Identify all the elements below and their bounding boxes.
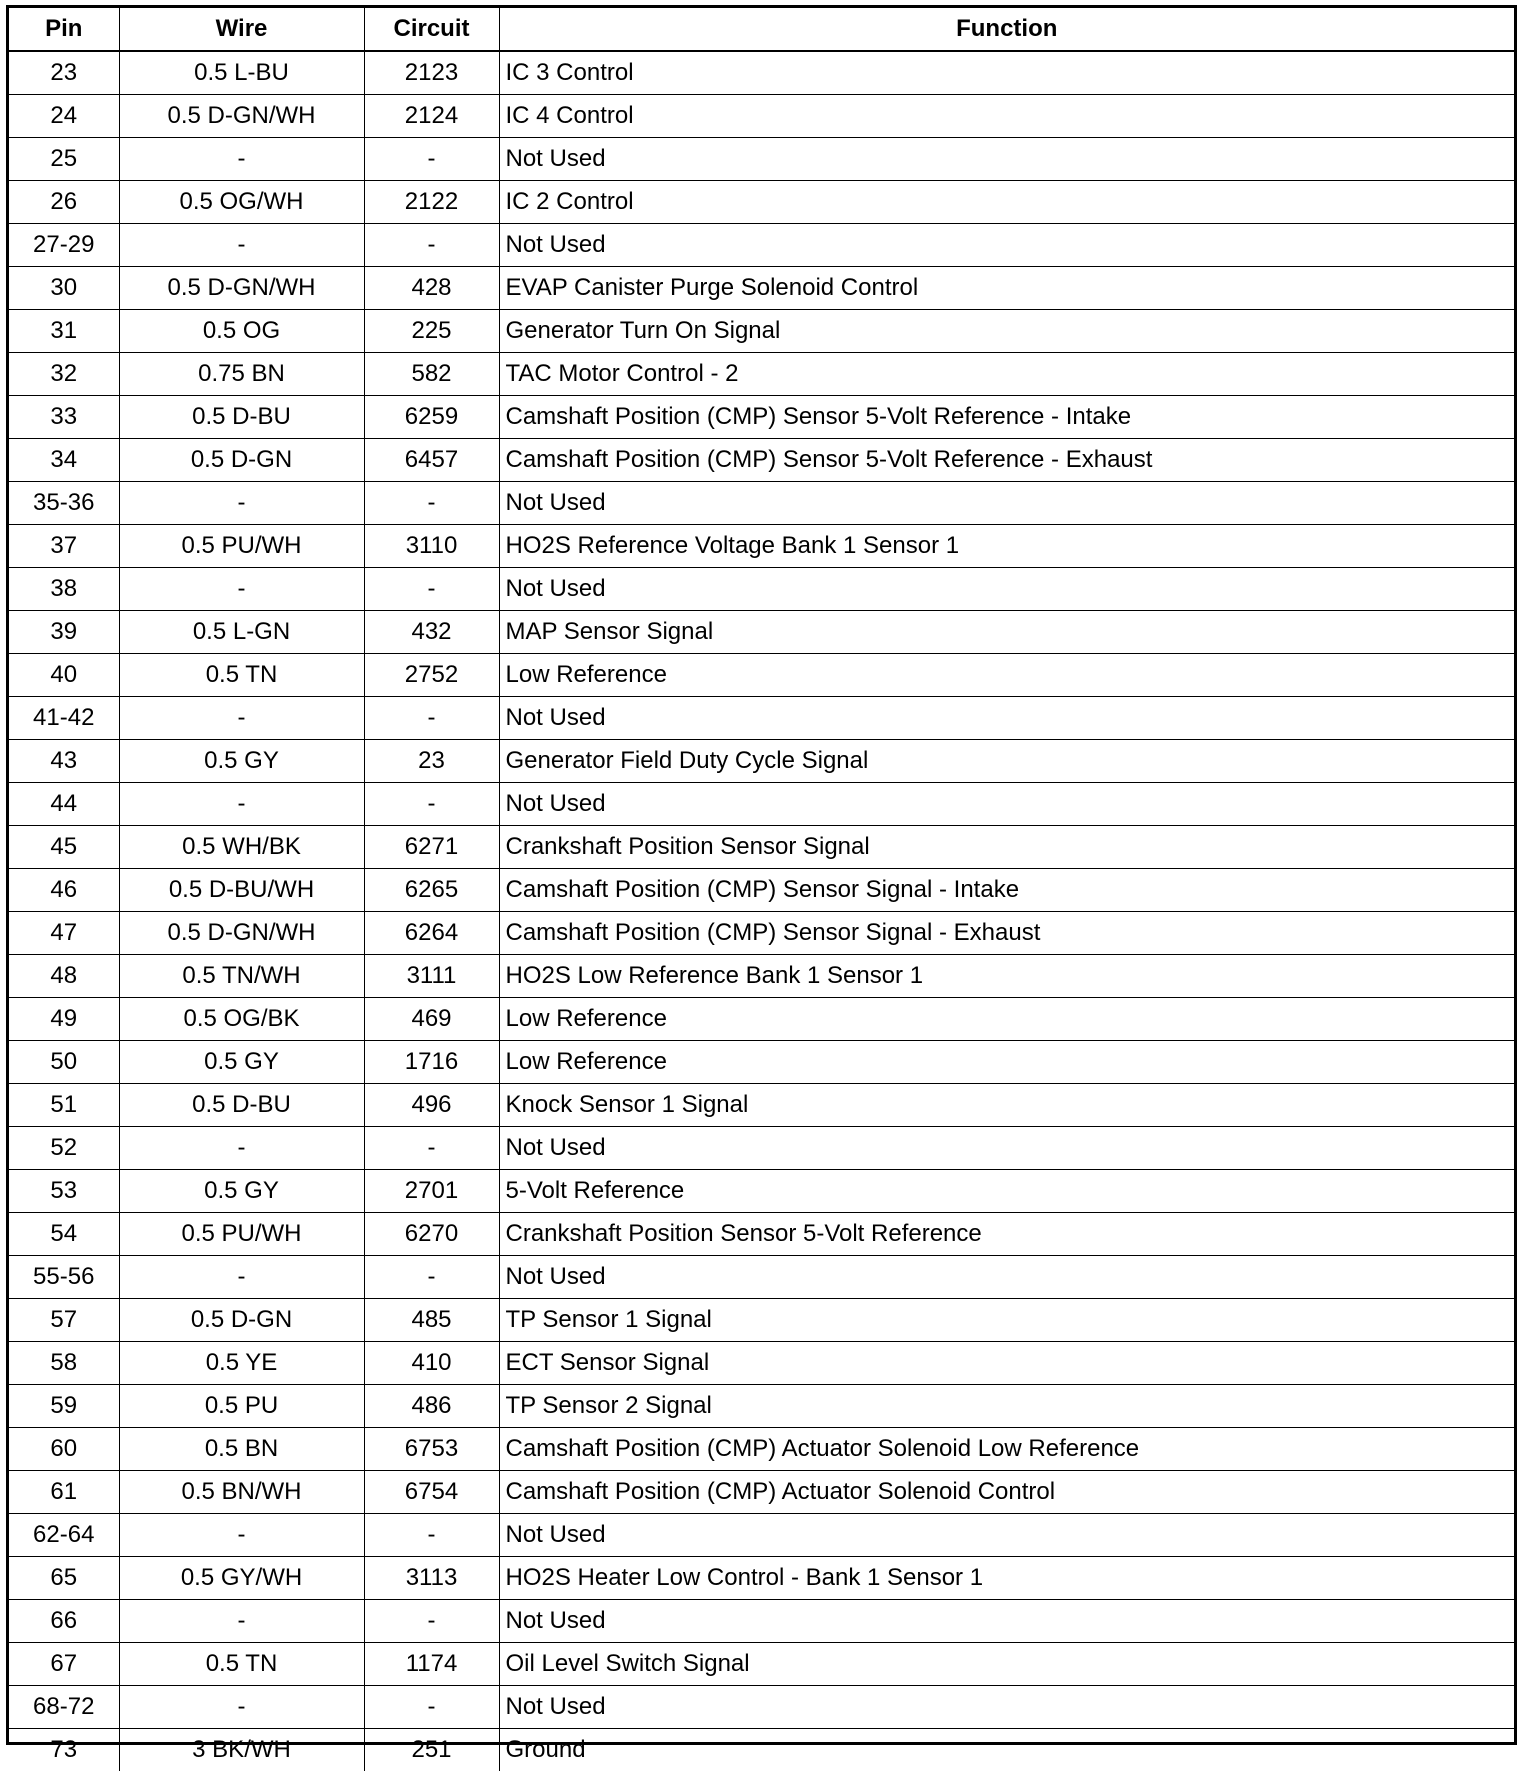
table-row: [9, 1256, 1514, 1299]
wire-cell: 0.5 GY: [119, 1170, 364, 1213]
circuit-cell: -: [364, 224, 499, 267]
pin-cell: 59: [9, 1385, 119, 1428]
circuit-cell: 225: [364, 310, 499, 353]
wire-cell: -: [119, 482, 364, 525]
pin-cell: 51: [9, 1084, 119, 1127]
table-row: [9, 439, 1514, 482]
pin-cell: 33: [9, 396, 119, 439]
circuit-cell: -: [364, 1256, 499, 1299]
wire-cell: 0.5 D-GN/WH: [119, 95, 364, 138]
circuit-cell: -: [364, 1514, 499, 1557]
pin-cell: 23: [9, 51, 119, 95]
pin-cell: 41-42: [9, 697, 119, 740]
circuit-cell: 251: [364, 1729, 499, 1771]
table-row: [9, 1342, 1514, 1385]
table-row: [9, 697, 1514, 740]
table-row: [9, 1643, 1514, 1686]
function-cell: Not Used: [499, 568, 1514, 611]
circuit-cell: 485: [364, 1299, 499, 1342]
header-circuit: Circuit: [364, 8, 499, 51]
table-body: [9, 51, 1514, 1771]
table-row: [9, 783, 1514, 826]
circuit-cell: 6271: [364, 826, 499, 869]
circuit-cell: 6265: [364, 869, 499, 912]
function-cell: MAP Sensor Signal: [499, 611, 1514, 654]
table-row: [9, 1686, 1514, 1729]
function-cell: Not Used: [499, 697, 1514, 740]
wire-cell: 3 BK/WH: [119, 1729, 364, 1771]
pin-cell: 37: [9, 525, 119, 568]
table-row: [9, 1557, 1514, 1600]
wire-cell: -: [119, 1256, 364, 1299]
function-cell: HO2S Reference Voltage Bank 1 Sensor 1: [499, 525, 1514, 568]
pin-cell: 32: [9, 353, 119, 396]
pin-cell: 38: [9, 568, 119, 611]
wire-cell: 0.5 YE: [119, 1342, 364, 1385]
circuit-cell: 2122: [364, 181, 499, 224]
wire-cell: -: [119, 697, 364, 740]
function-cell: Crankshaft Position Sensor 5-Volt Reference: [499, 1213, 1514, 1256]
function-cell: Low Reference: [499, 654, 1514, 697]
wire-cell: 0.5 TN/WH: [119, 955, 364, 998]
function-cell: IC 3 Control: [499, 51, 1514, 95]
wire-cell: 0.5 BN/WH: [119, 1471, 364, 1514]
pin-cell: 73: [9, 1729, 119, 1771]
pin-cell: 52: [9, 1127, 119, 1170]
function-cell: Not Used: [499, 482, 1514, 525]
pin-cell: 31: [9, 310, 119, 353]
wire-cell: 0.5 D-GN: [119, 1299, 364, 1342]
table-row: [9, 1471, 1514, 1514]
table-row: [9, 1127, 1514, 1170]
pin-cell: 68-72: [9, 1686, 119, 1729]
pin-cell: 26: [9, 181, 119, 224]
pin-cell: 34: [9, 439, 119, 482]
pin-cell: 62-64: [9, 1514, 119, 1557]
table-row: [9, 525, 1514, 568]
wire-cell: 0.5 D-GN/WH: [119, 912, 364, 955]
table-row: [9, 267, 1514, 310]
pin-cell: 39: [9, 611, 119, 654]
function-cell: TAC Motor Control - 2: [499, 353, 1514, 396]
table-row: [9, 482, 1514, 525]
wire-cell: 0.5 D-BU/WH: [119, 869, 364, 912]
wire-cell: -: [119, 1600, 364, 1643]
function-cell: Not Used: [499, 138, 1514, 181]
table-row: [9, 1428, 1514, 1471]
table-row: [9, 1213, 1514, 1256]
function-cell: Camshaft Position (CMP) Sensor Signal - Intake: [499, 869, 1514, 912]
circuit-cell: 6259: [364, 396, 499, 439]
wire-cell: 0.5 GY: [119, 1041, 364, 1084]
table-header-row: [9, 8, 1514, 51]
circuit-cell: 2124: [364, 95, 499, 138]
table-row: [9, 181, 1514, 224]
function-cell: Generator Turn On Signal: [499, 310, 1514, 353]
table-row: [9, 396, 1514, 439]
circuit-cell: 428: [364, 267, 499, 310]
table-row: [9, 654, 1514, 697]
header-wire: Wire: [119, 8, 364, 51]
table-row: [9, 826, 1514, 869]
circuit-cell: 23: [364, 740, 499, 783]
table-row: [9, 1170, 1514, 1213]
wire-cell: 0.5 TN: [119, 1643, 364, 1686]
pin-cell: 55-56: [9, 1256, 119, 1299]
wire-cell: 0.5 PU: [119, 1385, 364, 1428]
function-cell: Not Used: [499, 783, 1514, 826]
pin-cell: 50: [9, 1041, 119, 1084]
circuit-cell: 1174: [364, 1643, 499, 1686]
table-row: [9, 869, 1514, 912]
table-row: [9, 138, 1514, 181]
function-cell: Camshaft Position (CMP) Sensor 5-Volt Reference - Exhaust: [499, 439, 1514, 482]
pin-cell: 58: [9, 1342, 119, 1385]
circuit-cell: 582: [364, 353, 499, 396]
wire-cell: 0.5 TN: [119, 654, 364, 697]
function-cell: Not Used: [499, 1514, 1514, 1557]
table-row: [9, 1041, 1514, 1084]
circuit-cell: -: [364, 783, 499, 826]
wire-cell: -: [119, 138, 364, 181]
circuit-cell: 486: [364, 1385, 499, 1428]
wire-cell: 0.5 BN: [119, 1428, 364, 1471]
circuit-cell: 2701: [364, 1170, 499, 1213]
function-cell: Not Used: [499, 1686, 1514, 1729]
circuit-cell: 1716: [364, 1041, 499, 1084]
function-cell: Not Used: [499, 224, 1514, 267]
circuit-cell: -: [364, 138, 499, 181]
circuit-cell: 6264: [364, 912, 499, 955]
function-cell: TP Sensor 2 Signal: [499, 1385, 1514, 1428]
table-row: [9, 611, 1514, 654]
function-cell: HO2S Low Reference Bank 1 Sensor 1: [499, 955, 1514, 998]
wire-cell: -: [119, 1127, 364, 1170]
table-row: [9, 568, 1514, 611]
wire-cell: 0.75 BN: [119, 353, 364, 396]
function-cell: Camshaft Position (CMP) Sensor Signal - Exhaust: [499, 912, 1514, 955]
function-cell: Oil Level Switch Signal: [499, 1643, 1514, 1686]
wire-cell: 0.5 L-BU: [119, 51, 364, 95]
wire-cell: 0.5 D-GN/WH: [119, 267, 364, 310]
circuit-cell: -: [364, 1600, 499, 1643]
wire-cell: 0.5 PU/WH: [119, 525, 364, 568]
circuit-cell: 6270: [364, 1213, 499, 1256]
function-cell: HO2S Heater Low Control - Bank 1 Sensor 1: [499, 1557, 1514, 1600]
wire-cell: 0.5 D-GN: [119, 439, 364, 482]
table-row: [9, 1514, 1514, 1557]
table-row: [9, 912, 1514, 955]
circuit-cell: -: [364, 1686, 499, 1729]
header-function: Function: [499, 8, 1514, 51]
table-row: [9, 95, 1514, 138]
wire-cell: -: [119, 224, 364, 267]
function-cell: Low Reference: [499, 1041, 1514, 1084]
pin-cell: 27-29: [9, 224, 119, 267]
wire-cell: 0.5 GY/WH: [119, 1557, 364, 1600]
circuit-cell: -: [364, 697, 499, 740]
circuit-cell: 469: [364, 998, 499, 1041]
circuit-cell: 432: [364, 611, 499, 654]
pin-cell: 46: [9, 869, 119, 912]
function-cell: Camshaft Position (CMP) Sensor 5-Volt Reference - Intake: [499, 396, 1514, 439]
function-cell: Generator Field Duty Cycle Signal: [499, 740, 1514, 783]
circuit-cell: 3113: [364, 1557, 499, 1600]
function-cell: ECT Sensor Signal: [499, 1342, 1514, 1385]
circuit-cell: 6753: [364, 1428, 499, 1471]
wire-cell: -: [119, 1514, 364, 1557]
wire-cell: -: [119, 568, 364, 611]
function-cell: 5-Volt Reference: [499, 1170, 1514, 1213]
wire-cell: 0.5 OG/WH: [119, 181, 364, 224]
function-cell: Crankshaft Position Sensor Signal: [499, 826, 1514, 869]
pin-cell: 35-36: [9, 482, 119, 525]
wire-cell: 0.5 D-BU: [119, 1084, 364, 1127]
wire-cell: 0.5 L-GN: [119, 611, 364, 654]
table-row: [9, 1600, 1514, 1643]
connector-pinout-table: [9, 8, 1514, 1771]
circuit-cell: 6457: [364, 439, 499, 482]
wire-cell: 0.5 GY: [119, 740, 364, 783]
function-cell: Low Reference: [499, 998, 1514, 1041]
circuit-cell: 3110: [364, 525, 499, 568]
pin-cell: 48: [9, 955, 119, 998]
wire-cell: 0.5 D-BU: [119, 396, 364, 439]
pin-cell: 40: [9, 654, 119, 697]
pin-cell: 45: [9, 826, 119, 869]
pin-cell: 47: [9, 912, 119, 955]
circuit-cell: 3111: [364, 955, 499, 998]
table-row: [9, 1385, 1514, 1428]
wire-cell: 0.5 OG/BK: [119, 998, 364, 1041]
circuit-cell: 2752: [364, 654, 499, 697]
wire-cell: 0.5 PU/WH: [119, 1213, 364, 1256]
circuit-cell: 6754: [364, 1471, 499, 1514]
wire-cell: -: [119, 1686, 364, 1729]
circuit-cell: -: [364, 1127, 499, 1170]
table-row: [9, 1299, 1514, 1342]
header-pin: Pin: [9, 8, 119, 51]
pin-cell: 43: [9, 740, 119, 783]
table-row: [9, 955, 1514, 998]
circuit-cell: -: [364, 482, 499, 525]
table-row: [9, 224, 1514, 267]
function-cell: Not Used: [499, 1600, 1514, 1643]
table-row: [9, 1084, 1514, 1127]
function-cell: EVAP Canister Purge Solenoid Control: [499, 267, 1514, 310]
circuit-cell: 410: [364, 1342, 499, 1385]
circuit-cell: 2123: [364, 51, 499, 95]
pin-cell: 57: [9, 1299, 119, 1342]
table-row: [9, 1729, 1514, 1771]
pin-cell: 49: [9, 998, 119, 1041]
table-row: [9, 310, 1514, 353]
pin-cell: 44: [9, 783, 119, 826]
pin-cell: 53: [9, 1170, 119, 1213]
table-row: [9, 353, 1514, 396]
wire-cell: 0.5 OG: [119, 310, 364, 353]
pin-cell: 25: [9, 138, 119, 181]
pin-cell: 54: [9, 1213, 119, 1256]
function-cell: TP Sensor 1 Signal: [499, 1299, 1514, 1342]
function-cell: Camshaft Position (CMP) Actuator Solenoid Low Reference: [499, 1428, 1514, 1471]
function-cell: Not Used: [499, 1127, 1514, 1170]
function-cell: Ground: [499, 1729, 1514, 1771]
pin-cell: 60: [9, 1428, 119, 1471]
pin-cell: 65: [9, 1557, 119, 1600]
pin-cell: 67: [9, 1643, 119, 1686]
function-cell: Camshaft Position (CMP) Actuator Solenoid Control: [499, 1471, 1514, 1514]
circuit-cell: 496: [364, 1084, 499, 1127]
table-row: [9, 740, 1514, 783]
function-cell: IC 2 Control: [499, 181, 1514, 224]
wire-cell: -: [119, 783, 364, 826]
table-row: [9, 51, 1514, 95]
table-row: [9, 998, 1514, 1041]
circuit-cell: -: [364, 568, 499, 611]
function-cell: Not Used: [499, 1256, 1514, 1299]
function-cell: IC 4 Control: [499, 95, 1514, 138]
pin-cell: 24: [9, 95, 119, 138]
pin-cell: 66: [9, 1600, 119, 1643]
function-cell: Knock Sensor 1 Signal: [499, 1084, 1514, 1127]
wire-cell: 0.5 WH/BK: [119, 826, 364, 869]
pin-cell: 61: [9, 1471, 119, 1514]
pin-cell: 30: [9, 267, 119, 310]
connector-pinout-table-frame: [6, 5, 1517, 1745]
